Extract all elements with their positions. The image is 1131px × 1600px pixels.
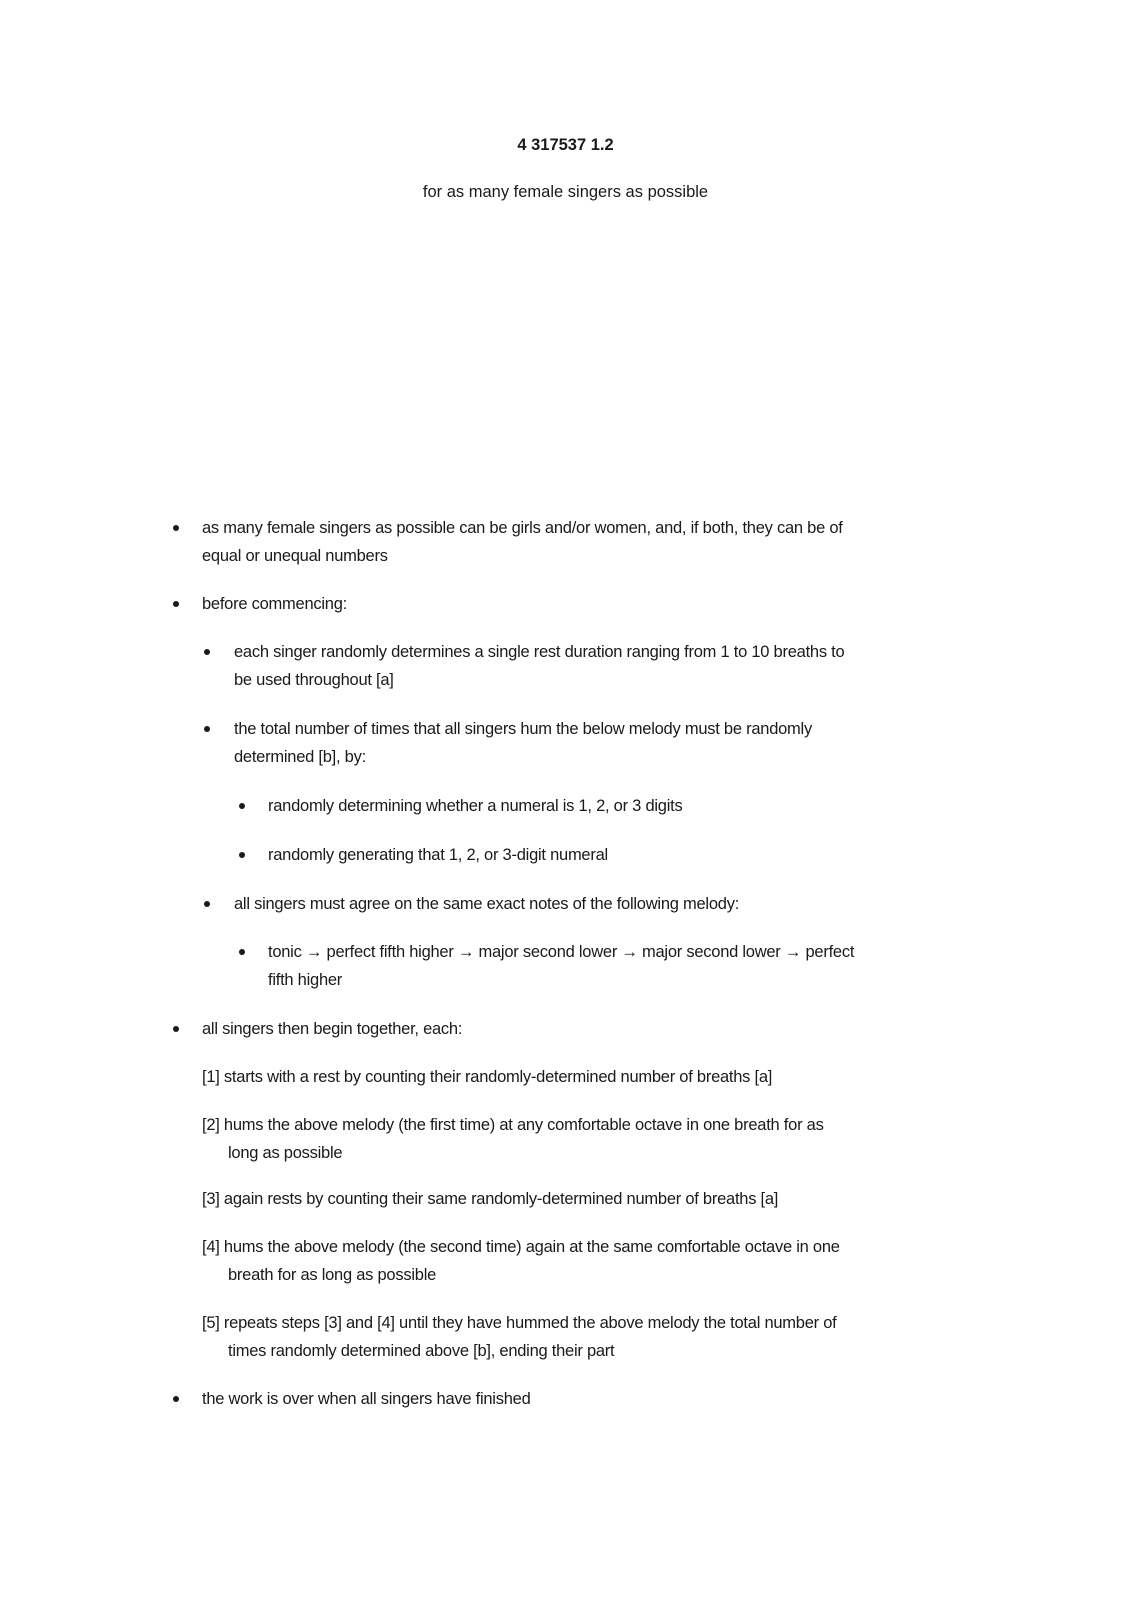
- step-item: [202, 1185, 778, 1213]
- text-line: be used throughout [a]: [234, 671, 394, 689]
- text-line: [3] again rests by counting their same randomly-determined number of breaths [a]: [202, 1190, 779, 1208]
- text-line: long as possible: [228, 1144, 343, 1162]
- bullet-item: [202, 514, 843, 570]
- bullet-item: [268, 792, 682, 820]
- text-line: each singer randomly determines a single rest duration ranging from 1 to 10 breaths to: [234, 643, 845, 661]
- bullet-icon: [239, 949, 245, 955]
- text-line: as many female singers as possible can be girls and/or women, and, if both, they can be of: [202, 519, 843, 537]
- text-line: breath for as long as possible: [228, 1266, 437, 1284]
- bullet-icon: [173, 1026, 179, 1032]
- bullet-icon: [173, 1396, 179, 1402]
- document-subtitle: for as many female singers as possible: [422, 183, 709, 201]
- step-item: [202, 1309, 836, 1365]
- text-line: equal or unequal numbers: [202, 547, 388, 565]
- bullet-item: [268, 841, 608, 869]
- text-line: randomly determining whether a numeral is 1, 2, or 3 digits: [268, 797, 683, 815]
- bullet-icon: [239, 852, 245, 858]
- text-line: all singers then begin together, each:: [202, 1020, 463, 1038]
- text-line: the work is over when all singers have finished: [202, 1390, 531, 1408]
- step-item: [202, 1233, 840, 1289]
- bullet-icon: [173, 601, 179, 607]
- text-line: fifth higher: [268, 971, 343, 989]
- text-line: all singers must agree on the same exact notes of the following melody:: [234, 895, 740, 913]
- text-line: tonic → perfect fifth higher → major second lower → major second lower → perfect: [268, 943, 855, 961]
- bullet-item: [234, 638, 844, 694]
- bullet-item: [202, 590, 347, 618]
- text-line: [4] hums the above melody (the second time) again at the same comfortable octave in one: [202, 1238, 840, 1256]
- text-line: randomly generating that 1, 2, or 3-digit numeral: [268, 846, 608, 864]
- text-line: [2] hums the above melody (the first time) at any comfortable octave in one breath for as: [202, 1116, 824, 1134]
- text-line: [1] starts with a rest by counting their randomly-determined number of breaths [a]: [202, 1068, 773, 1086]
- text-line: before commencing:: [202, 595, 347, 613]
- bullet-icon: [239, 803, 245, 809]
- bullet-item: [234, 715, 812, 771]
- bullet-icon: [204, 901, 210, 907]
- text-line: [5] repeats steps [3] and [4] until they have hummed the above melody the total number of: [202, 1314, 837, 1332]
- bullet-item: [202, 1015, 462, 1043]
- bullet-item: [268, 938, 854, 994]
- text-line: determined [b], by:: [234, 748, 366, 766]
- step-item: [202, 1111, 824, 1167]
- text-line: the total number of times that all singers hum the below melody must be randomly: [234, 720, 812, 738]
- bullet-item: [234, 890, 739, 918]
- step-item: [202, 1063, 772, 1091]
- bullet-item: [202, 1385, 531, 1413]
- bullet-icon: [204, 649, 210, 655]
- bullet-icon: [173, 525, 179, 531]
- text-line: times randomly determined above [b], ending their part: [228, 1342, 615, 1360]
- bullet-icon: [204, 726, 210, 732]
- document-title: 4 317537 1.2: [517, 136, 614, 154]
